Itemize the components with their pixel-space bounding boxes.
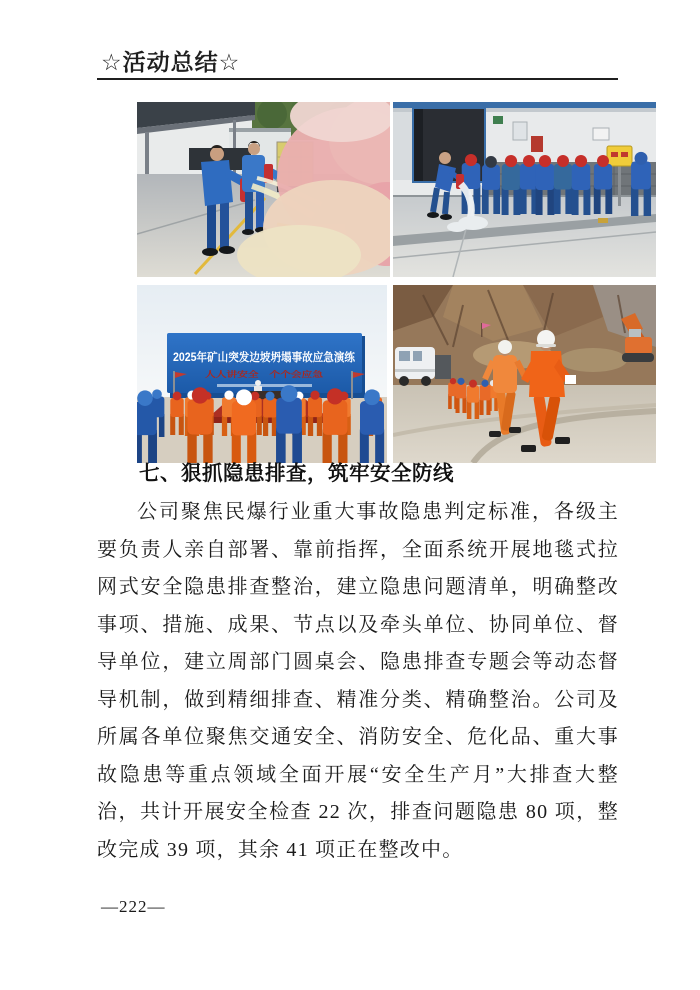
extinguisher-demo-lineup-photo bbox=[393, 102, 656, 277]
stage-banner-subtitle: 人人讲安全 个个会应急 bbox=[205, 370, 293, 379]
quarry-response-illustration bbox=[393, 285, 656, 463]
page-header-title: ☆活动总结☆ bbox=[101, 49, 241, 75]
extinguisher-demo-illustration bbox=[393, 102, 656, 277]
drill-assembly-illustration bbox=[137, 285, 387, 463]
stage-banner-title: 2025年矿山突发边坡坍塌事故应急演练 bbox=[173, 352, 372, 364]
quarry-responders-running-photo bbox=[393, 285, 656, 463]
page-number: —222— bbox=[101, 897, 166, 916]
body-paragraph: 公司聚焦民爆行业重大事故隐患判定标准，各级主要负责人亲自部署、靠前指挥，全面系统开展地毯式拉网式安全隐患排查整治，建立隐患问题清单，明确整改事项、措施、成果、节点以及牵头单位、协同单位、督导单位，建立周部门圆桌会、隐患排查专题会等动态督导机制，做到精细排查、精准分类、精确整治。公司及所属各单位聚焦交通安全、消防安全、危化品、重大事故隐患等重点领域全面开展“安全生产月”大排查大整治，共计开展安全检查 22 次，排查问题隐患 80 项，整改完成 39 项，其余 41 项正在整改中。 bbox=[97, 501, 619, 861]
section-heading: 七、狠抓隐患排查，筑牢安全防线 bbox=[139, 462, 454, 485]
emergency-drill-assembly-photo bbox=[137, 285, 387, 463]
header-rule bbox=[97, 78, 618, 80]
fire-extinguisher-drill-photo bbox=[137, 102, 390, 277]
fire-extinguisher-drill-illustration bbox=[137, 102, 390, 277]
